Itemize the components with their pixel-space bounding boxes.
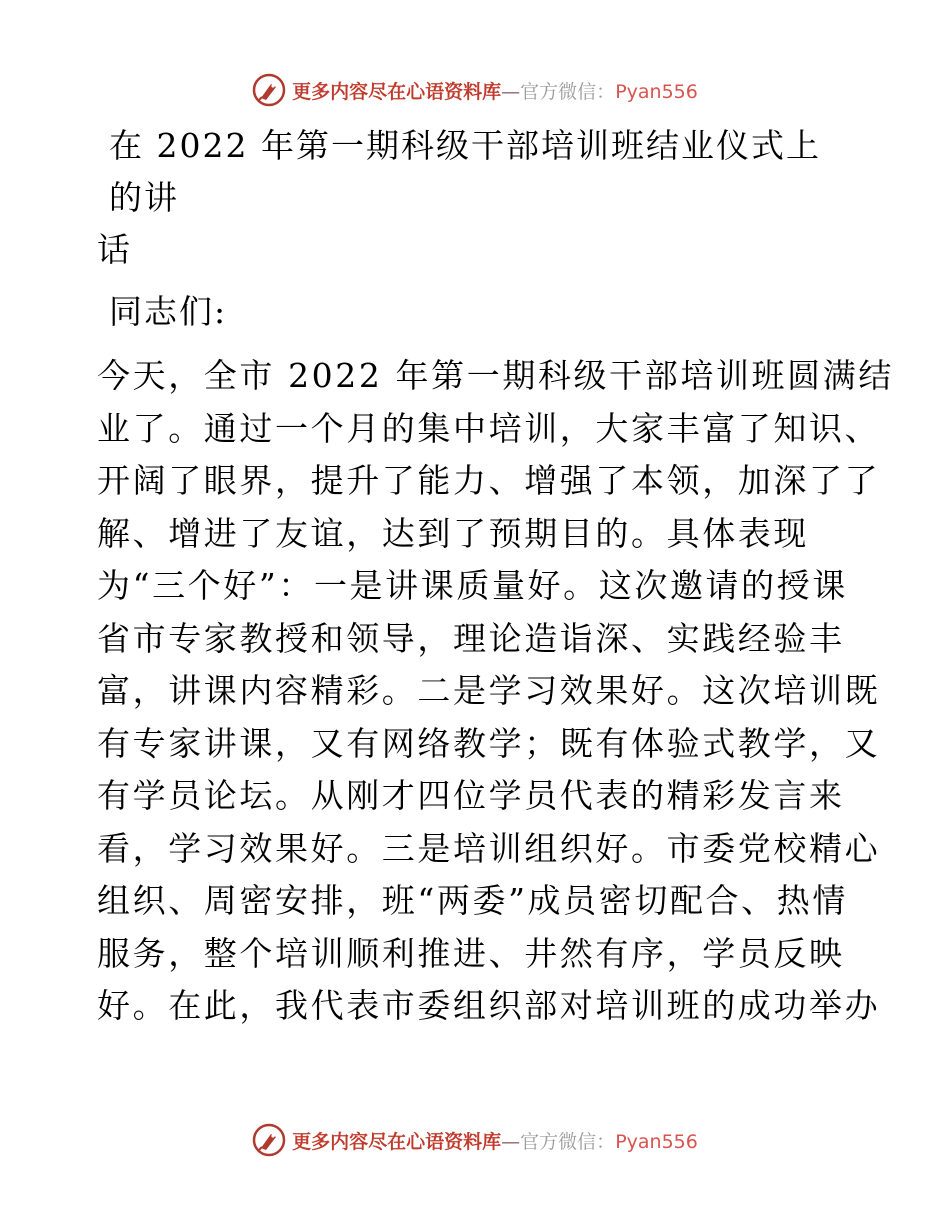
document-title xyxy=(97,120,853,276)
body-line: 今天，全市 2022 年第一期科级干部培训班圆满结 xyxy=(97,356,894,395)
banner-wechat-label: 官方微信： xyxy=(520,80,616,103)
body-line: 为“三个好”：一是讲课质量好。这次邀请的授课 xyxy=(97,566,848,605)
body-line: 业了。通过一个月的集中培训，大家丰富了知识、 xyxy=(97,408,881,448)
document-content xyxy=(97,120,894,1033)
banner-site-name: 更多内容尽在心语资料库 xyxy=(292,1130,502,1153)
banner-text xyxy=(292,1127,698,1154)
banner-site-name: 更多内容尽在心语资料库 xyxy=(292,80,502,103)
pen-nib-logo-icon xyxy=(252,73,286,107)
body-line: 好。在此，我代表市委组织部对培训班的成功举办 xyxy=(97,986,881,1025)
body-line: 服务，整个培训顺利推进、井然有序，学员反映 xyxy=(97,933,845,973)
body-line: 有专家讲课，又有网络教学；既有体验式教学，又 xyxy=(97,723,881,763)
body-line: 组织、周密安排，班“两委”成员密切配合、热情 xyxy=(97,881,848,920)
title-line-2: 话 xyxy=(97,230,132,269)
body-paragraph xyxy=(97,350,894,1033)
banner-wechat-label: 官方微信： xyxy=(520,1130,616,1153)
body-line: 解、增进了友谊，达到了预期目的。具体表现 xyxy=(97,513,809,553)
body-line: 开阔了眼界，提升了能力、增强了本领，加深了了 xyxy=(97,461,881,500)
body-line: 看，学习效果好。三是培训组织好。市委党校精心 xyxy=(97,828,881,868)
banner-dash: — xyxy=(501,1130,521,1153)
title-line-1: 在 2022 年第一期科级干部培训班结业仪式上的讲 xyxy=(109,126,821,217)
banner-wechat-id: Pyan556 xyxy=(615,80,698,103)
body-line: 有学员论坛。从刚才四位学员代表的精彩发言来 xyxy=(97,776,845,815)
pen-nib-logo-icon xyxy=(252,1123,286,1157)
body-line: 省市专家教授和领导，理论造诣深、实践经验丰 xyxy=(97,618,845,658)
header-watermark-banner xyxy=(0,70,950,110)
banner-wechat-id: Pyan556 xyxy=(615,1130,698,1153)
salutation: 同志们: xyxy=(109,292,228,331)
body-line: 富，讲课内容精彩。二是学习效果好。这次培训既 xyxy=(97,671,881,710)
banner-dash: — xyxy=(501,80,521,103)
banner-text xyxy=(292,77,698,104)
footer-watermark-banner xyxy=(0,1120,950,1160)
